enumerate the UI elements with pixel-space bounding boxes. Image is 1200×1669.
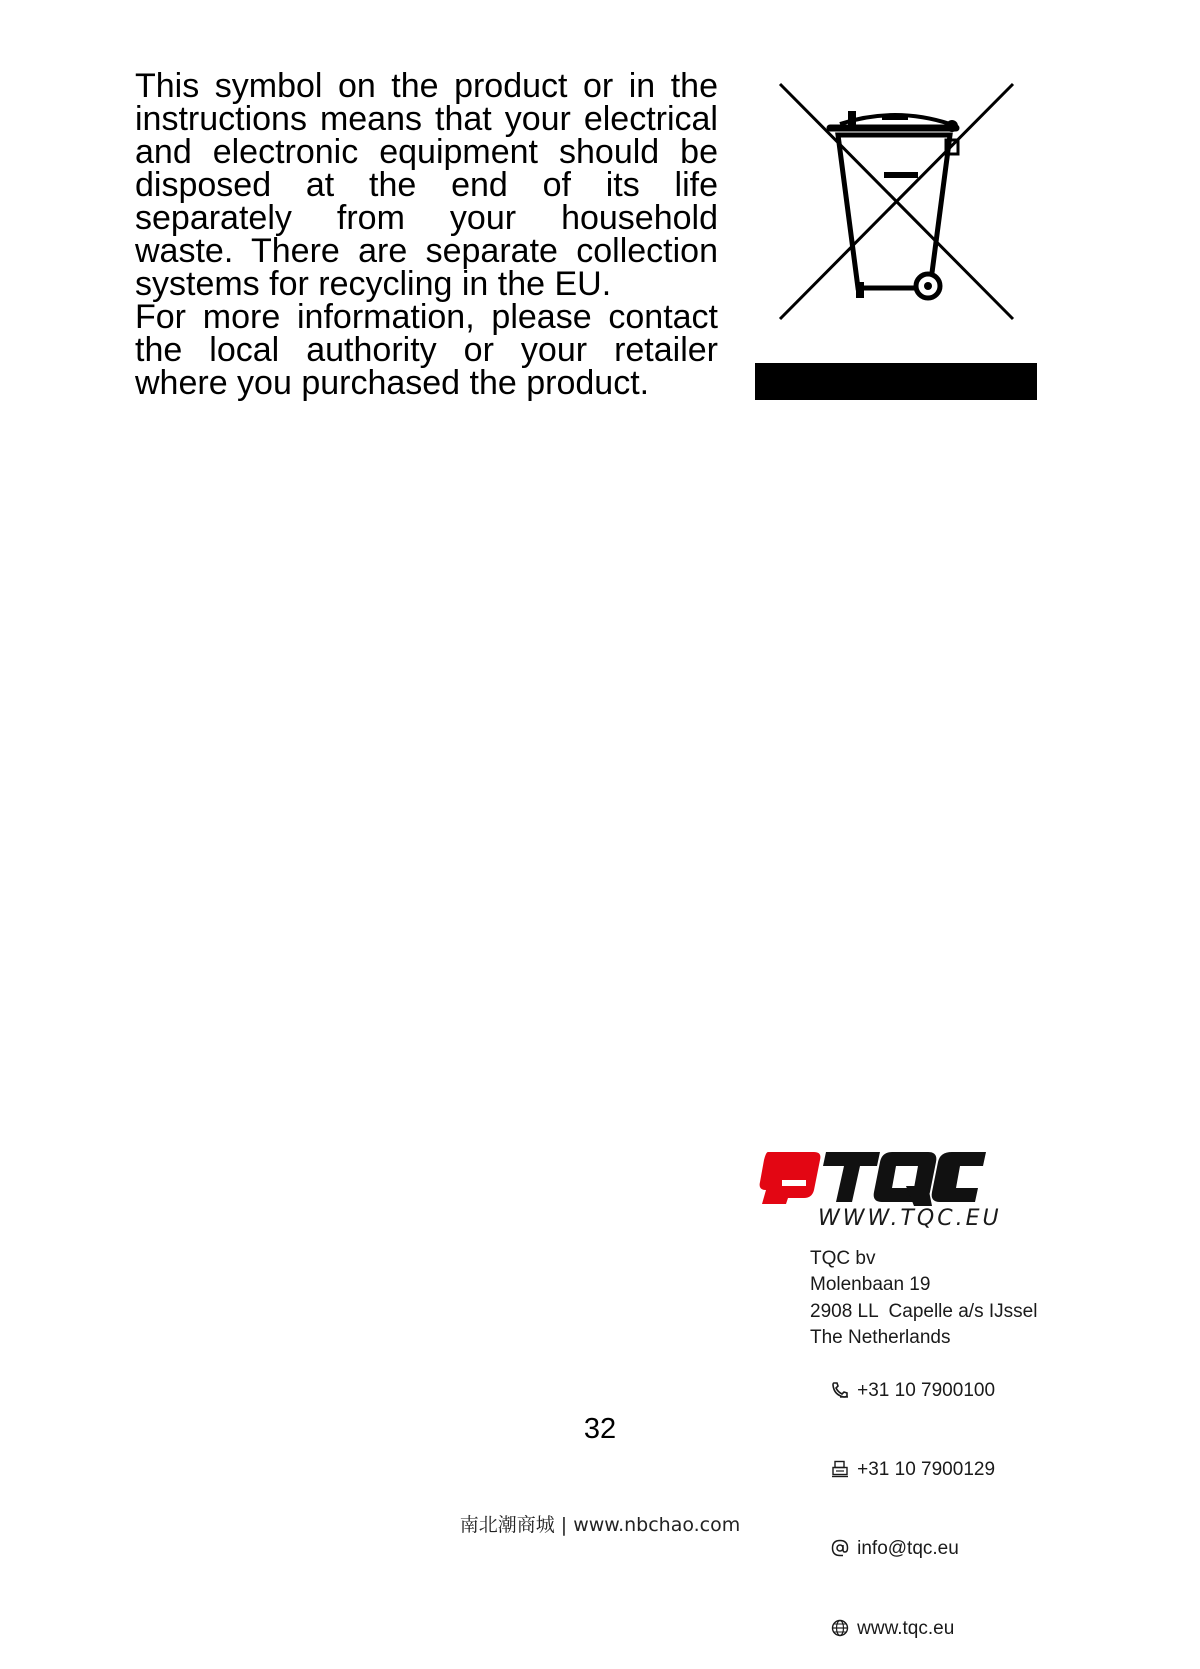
company-name: TQC bv: [810, 1248, 876, 1269]
weee-paragraph-2: For more information, please contact the local authority or your retailer where you purchased the product.: [135, 298, 718, 402]
at-icon: [831, 1539, 849, 1557]
page-number: 32: [583, 1413, 617, 1445]
website-line: [810, 1589, 1037, 1668]
phone-number: +31 10 7900100: [857, 1380, 996, 1402]
email-link[interactable]: info@tqc.eu: [857, 1538, 959, 1560]
weee-paragraph-1: This symbol on the product or in the instructions means that your electrical and electronic equipment should be disposed at the end of its life separately from your household waste. There are separate collection systems for recycling in the EU.: [135, 67, 718, 303]
phone-icon: [831, 1381, 849, 1399]
city-address: 2908 LL Capelle a/s IJssel: [810, 1300, 1038, 1322]
company-address: [810, 1246, 1037, 1669]
weee-black-bar: [755, 363, 1037, 400]
fax-icon: [831, 1460, 849, 1478]
footer-source: 南北潮商城 | www.nbchao.com: [459, 1514, 741, 1536]
website-link[interactable]: www.tqc.eu: [857, 1617, 955, 1639]
street-address: Molenbaan 19: [810, 1274, 931, 1296]
country: The Netherlands: [810, 1327, 951, 1349]
brand-url: WWW.TQC.EU: [818, 1206, 1002, 1231]
crossed-out-bin-icon: [770, 78, 1020, 328]
globe-icon: [831, 1619, 849, 1637]
weee-notice: [135, 67, 718, 402]
fax-number: +31 10 7900129: [857, 1459, 996, 1481]
tqc-logo: [756, 1146, 988, 1208]
